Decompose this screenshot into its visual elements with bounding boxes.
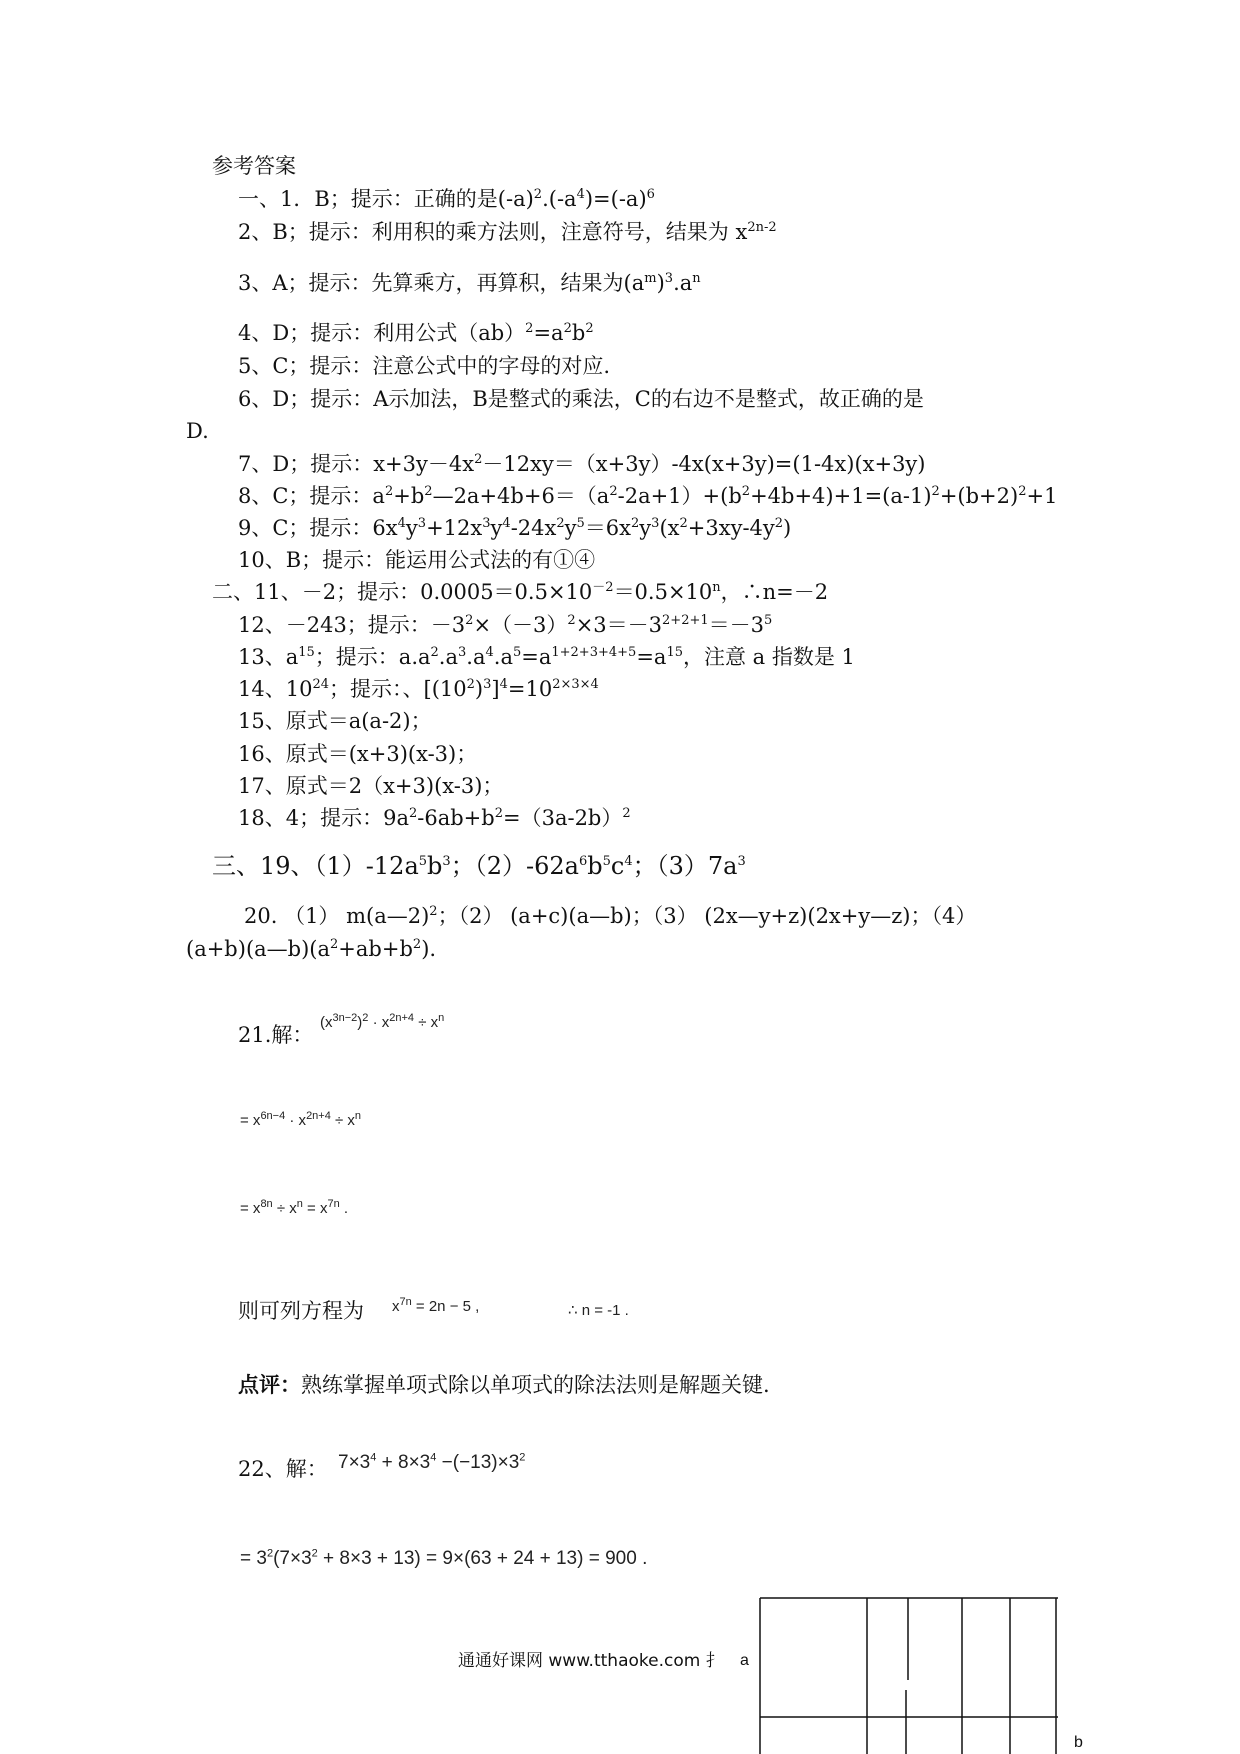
answer-title: 参考答案 — [212, 154, 296, 178]
q21-equation-result: ∴ n = -1 . — [568, 1302, 629, 1319]
q22-label: 22、解： — [238, 1457, 328, 1481]
answer-line-15: 15、原式＝a(a-2)； — [238, 709, 432, 733]
answer-line-9: 9、C；提示：$6x^4y^3+12x^3y^4-24x^2y^5=6x^2y^3(x^2+3xy-4y^2)$ — [238, 516, 792, 540]
q21-equation-prefix: 则可列方程为 — [238, 1299, 364, 1323]
answer-line-13: 13、$a^{15}$；提示：$a.a^2.a^3.a^4.a^5=a^{1+2+3+4+5}=a^{15}$，注意 a 指数是 1 — [238, 645, 855, 669]
q22-expr-1: $7\times 3^4 + 8\times 3^4 -(-13)\times 3^2$ — [338, 1451, 526, 1473]
answer-line-5: 5、C；提示：注意公式中的字母的对应. — [238, 354, 611, 378]
answer-line-20: 20. （1） m(a—2)$^2$；（2） (a+c)(a—b)；（3） (2x—y+z)(2x+y—z)；（4） — [244, 904, 977, 928]
answer-line-7: 7、D；提示：$x+3y-4x^2-12xy=(x+3y)-4x(x+3y)=(1-4x)(x+3y)$ — [238, 452, 926, 476]
figure-label-a: a — [740, 1652, 749, 1669]
answer-line-1: 一、1．B；提示：正确的是$(-a)^2.(-a^4)=(-a)^6$ — [238, 187, 655, 211]
comment-label: 点评： — [238, 1372, 301, 1397]
figure-label-b: b — [1074, 1734, 1083, 1751]
comment-text: 熟练掌握单项式除以单项式的除法法则是解题关键. — [301, 1373, 770, 1397]
answer-line-10: 10、B；提示：能运用公式法的有①④ — [238, 548, 596, 572]
answer-line-17: 17、原式＝2（x+3)(x-3)； — [238, 774, 504, 798]
q21-equation-expr: $x^{7n} = 2n - 5$ , — [392, 1296, 480, 1315]
q21-expr-2: = $x^{6n-4} \cdot x^{2n+4} \div x^n$ — [240, 1110, 362, 1129]
answer-line-8: 8、C；提示：$a^2+b^2—2a+4b+6=(a^2-2a+1)+(b^2+4b+4)+1=(a-1)^2+(b+2)^2+1$ — [238, 484, 1058, 508]
q22-expr-2: = $3^2(7\times 3^2 + 8\times 3 + 13) = 9\times(63 + 24 + 13) = 900$ . — [240, 1547, 648, 1569]
q21-expr-1: $(x^{3n-2})^2 \cdot x^{2n+4} \div x^n$ — [320, 1012, 445, 1031]
answer-line-19: 三、19、$(1)-12a^5b^3$；$(2)-62a^6b^5c^4$；$(3)7a^3$ — [212, 852, 746, 880]
answer-line-16: 16、原式＝(x+3)(x-3)； — [238, 742, 478, 766]
q21-label: 21.解： — [238, 1023, 314, 1047]
answer-line-20-cont: $(a+b)(a—b)(a^2+ab+b^2)$. — [186, 937, 437, 961]
answer-line-14: 14、$10^{24}$；提示：、$[(10^2)^3]^4=10^{2\times 3\times 4}$ — [238, 677, 599, 701]
q21-expr-3: = $x^{8n} \div x^n = x^{7n}$ . — [240, 1198, 349, 1217]
answer-line-11: 二、11、－2；提示：$0.0005=0.5\times 10^{-2}=0.5\times 10^n$，∴n=－2 — [212, 580, 829, 604]
answer-line-12: 12、－243；提示：$-3^2\times(-3)^2\times 3=-3^{2+2+1}=-3^5$ — [238, 613, 773, 637]
answer-line-3: 3、A；提示：先算乘方，再算积，结果为$(a^m)^3.a^n$ — [238, 271, 701, 295]
answer-line-6: 6、D；提示：A示加法，B是整式的乘法，C的右边不是整式，故正确的是 — [238, 387, 924, 411]
answer-line-18: 18、4；提示：$9a^2-6ab+b^2=(3a-2b)^2$ — [238, 806, 631, 830]
footer-watermark: 通通好课网 www.tthaoke.com 扌 — [458, 1651, 723, 1671]
answer-line-4: 4、D；提示：利用公式$(ab)^2=a^2b^2$ — [238, 321, 594, 345]
answer-line-6-cont: D. — [186, 419, 209, 443]
answer-line-2: 2、B；提示：利用积的乘方法则，注意符号，结果为 $x^{2n-2}$ — [238, 220, 777, 244]
